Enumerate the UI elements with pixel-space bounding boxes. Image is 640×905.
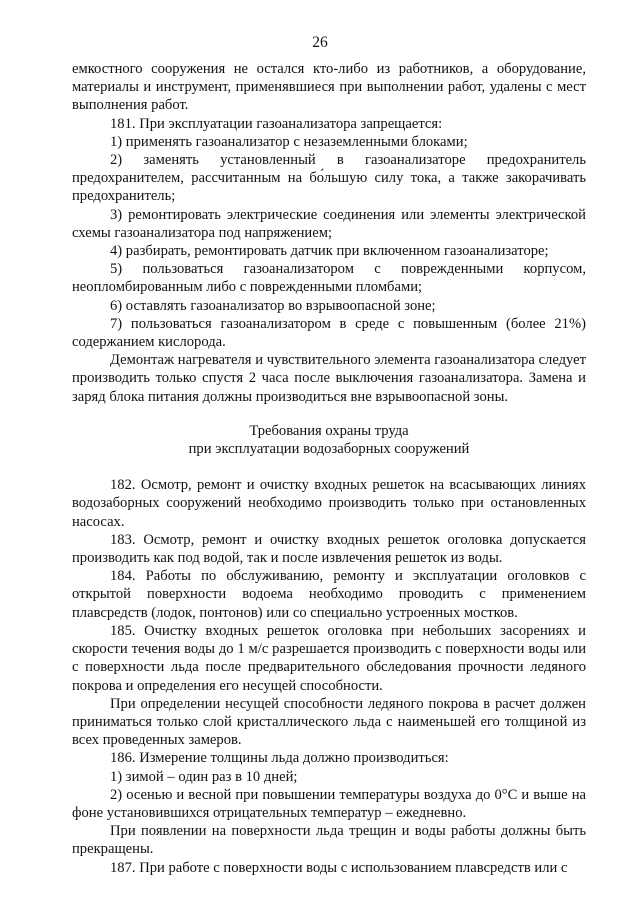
page-number: 26 [312, 34, 328, 51]
list-item: 3) ремонтировать электрические соединения или элементы электрической схемы газоанализатора под напряжением; [72, 206, 586, 241]
document-body [72, 60, 586, 877]
list-item: 6) оставлять газоанализатор во взрывоопасной зоне; [110, 297, 436, 314]
paragraph: 186. Измерение толщины льда должно производиться: [110, 750, 449, 767]
paragraph: При появлении на поверхности льда трещин и воды работы должны быть прекращены. [72, 823, 586, 858]
section-heading-line: Требования охраны труда [249, 422, 409, 439]
list-item: 1) зимой – один раз в 10 дней; [110, 768, 298, 785]
list-item: 7) пользоваться газоанализатором в среде с повышенным (более 21%) содержанием кислорода. [72, 315, 586, 351]
paragraph: 184. Работы по обслуживанию, ремонту и эксплуатации оголовков с открытой поверхности водоема необходимо проводить с применением плавсредств (лодок, понтонов) или со специально устроенных мостков. [72, 568, 586, 621]
list-item: 1) применять газоанализатор с незаземленными блоками; [110, 133, 468, 150]
paragraph: При определении несущей способности ледяного покрова в расчет должен приниматься только слой кристаллического льда с наименьшей его толщиной из всех проведенных замеров. [72, 695, 586, 749]
list-item: 2) осенью и весной при повышении температуры воздуха до 0°С и выше на фоне установившихся отрицательных температур – ежедневно. [72, 786, 586, 821]
section-heading [72, 422, 586, 458]
list-item: 5) пользоваться газоанализатором с поврежденными корпусом, неопломбированным либо с поврежденными пломбами; [72, 261, 586, 296]
paragraph: 182. Осмотр, ремонт и очистку входных решеток на всасывающих линиях водозаборных сооружений необходимо производить только при остановленных насосах. [72, 477, 586, 530]
list-item: 4) разбирать, ремонтировать датчик при включенном газоанализаторе; [110, 243, 549, 260]
paragraph: 181. При эксплуатации газоанализатора запрещается: [110, 115, 443, 132]
section-heading-line: при эксплуатации водозаборных сооружений [188, 441, 470, 458]
paragraph: емкостного сооружения не остался кто-либо из работников, а оборудование, материалы и инструмент, применявшиеся при выполнении работ, удалены с мест выполнения работ. [72, 61, 586, 114]
paragraph: 183. Осмотр, ремонт и очистку входных решеток оголовка допускается производить как под водой, так и после извлечения решеток из воды. [72, 531, 586, 567]
paragraph: 187. При работе с поверхности воды с использованием плавсредств или с [110, 859, 568, 876]
paragraph: 185. Очистку входных решеток оголовка при небольших засорениях и скорости течения воды до 1 м/с разрешается производить с поверхности воды или с поверхности льда после предварительного обследования прочности ледяного покрова и определения его несущей способности. [72, 622, 586, 694]
paragraph: Демонтаж нагревателя и чувствительного элемента газоанализатора следует производить только спустя 2 часа после выключения газоанализатора. Замена и заряд блока питания должны производиться вне взрывоопасной зоны. [72, 352, 586, 405]
list-item: 2) заменять установленный в газоанализаторе предохранитель предохранителем, рассчитанным на бо́льшую силу тока, а также закорачивать предохранитель; [72, 152, 586, 205]
